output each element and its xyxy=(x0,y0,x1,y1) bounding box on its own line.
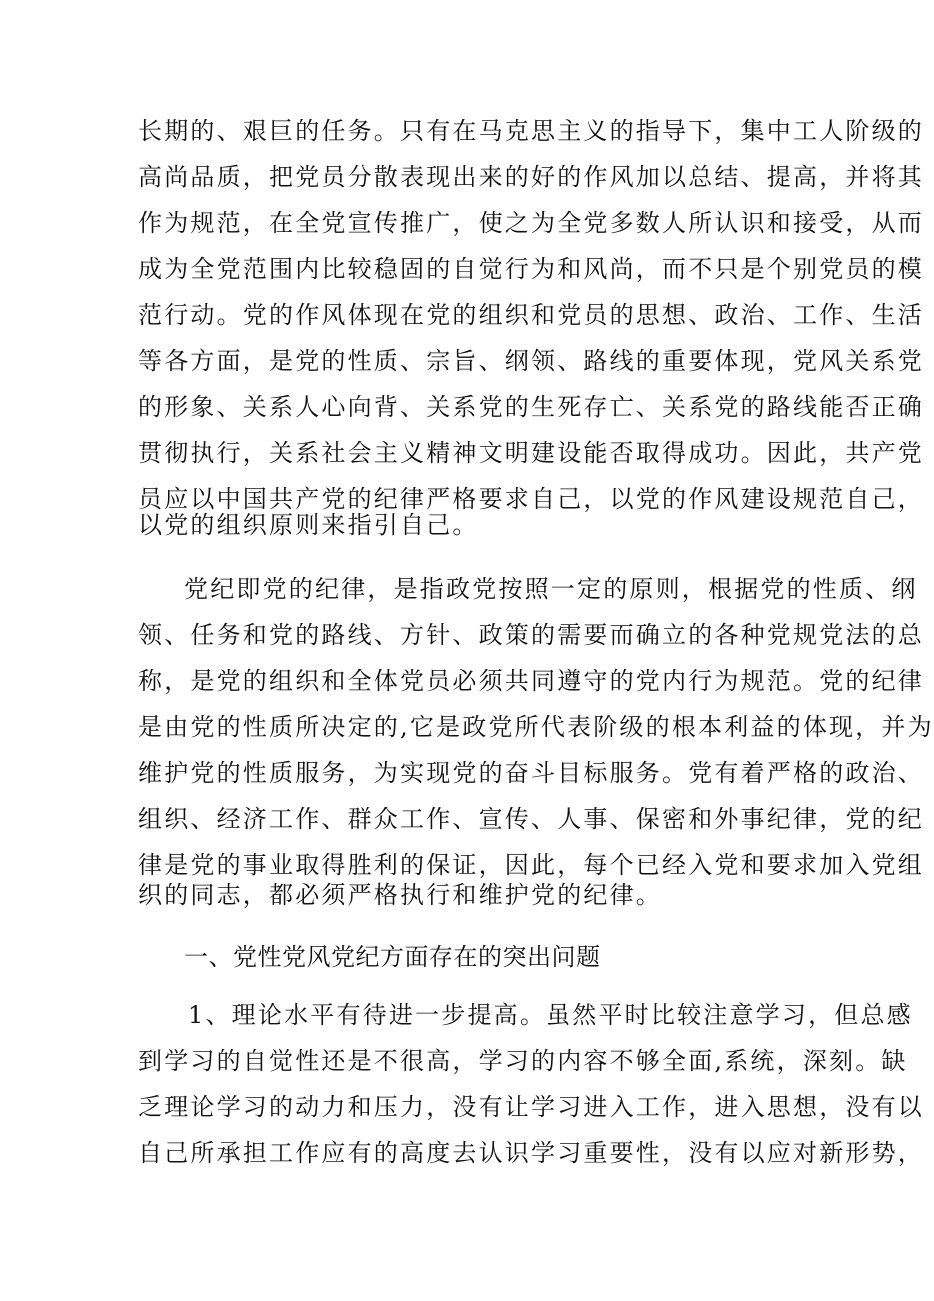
text-line: 是由党的性质所决定的,它是政党所代表阶级的根本利益的体现，并为 xyxy=(138,713,934,741)
text-line: 的形象、关系人心向背、关系党的生死存亡、关系党的路线能否正确 xyxy=(138,393,924,421)
text-line: 1、理论水平有待进一步提高。虽然平时比较注意学习，但总感 xyxy=(188,1001,913,1029)
text-line: 律是党的事业取得胜利的保证，因此，每个已经入党和要求加入党组 xyxy=(138,851,924,879)
text-line: 员应以中国共产党的纪律严格要求自己，以党的作风建设规范自己， xyxy=(138,485,924,513)
text-line: 称，是党的组织和全体党员必须共同遵守的党内行为规范。党的纪律 xyxy=(138,667,924,695)
text-line: 高尚品质，把党员分散表现出来的好的作风加以总结、提高，并将其 xyxy=(138,163,924,191)
text-line: 组织、经济工作、群众工作、宣传、人事、保密和外事纪律，党的纪 xyxy=(138,805,924,833)
text-line: 党纪即党的纪律，是指政党按照一定的原则，根据党的性质、纲 xyxy=(184,575,918,603)
text-line: 乏理论学习的动力和压力，没有让学习进入工作，进入思想，没有以 xyxy=(138,1093,924,1121)
text-line: 长期的、艰巨的任务。只有在马克思主义的指导下，集中工人阶级的 xyxy=(138,117,924,145)
text-line: 织的同志，都必须严格执行和维护党的纪律。 xyxy=(138,881,662,909)
text-line: 自己所承担工作应有的高度去认识学习重要性，没有以应对新形势， xyxy=(138,1139,924,1167)
text-line: 作为规范，在全党宣传推广，使之为全党多数人所认识和接受，从而 xyxy=(138,209,924,237)
text-line: 维护党的性质服务，为实现党的奋斗目标服务。党有着严格的政治、 xyxy=(138,759,924,787)
text-line: 领、任务和党的路线、方针、政策的需要而确立的各种党规党法的总 xyxy=(138,621,924,649)
section-heading: 一、党性党风党纪方面存在的突出问题 xyxy=(184,943,601,971)
text-line: 范行动。党的作风体现在党的组织和党员的思想、政治、工作、生活 xyxy=(138,301,924,329)
text-line: 到学习的自觉性还是不很高，学习的内容不够全面,系统，深刻。缺 xyxy=(138,1047,908,1075)
text-line: 等各方面，是党的性质、宗旨、纲领、路线的重要体现，党风关系党 xyxy=(138,347,924,375)
text-line: 贯彻执行，关系社会主义精神文明建设能否取得成功。因此，共产党 xyxy=(138,439,924,467)
text-line: 成为全党范围内比较稳固的自觉行为和风尚，而不只是个别党员的模 xyxy=(138,255,924,283)
text-line: 以党的组织原则来指引自己。 xyxy=(138,511,479,539)
